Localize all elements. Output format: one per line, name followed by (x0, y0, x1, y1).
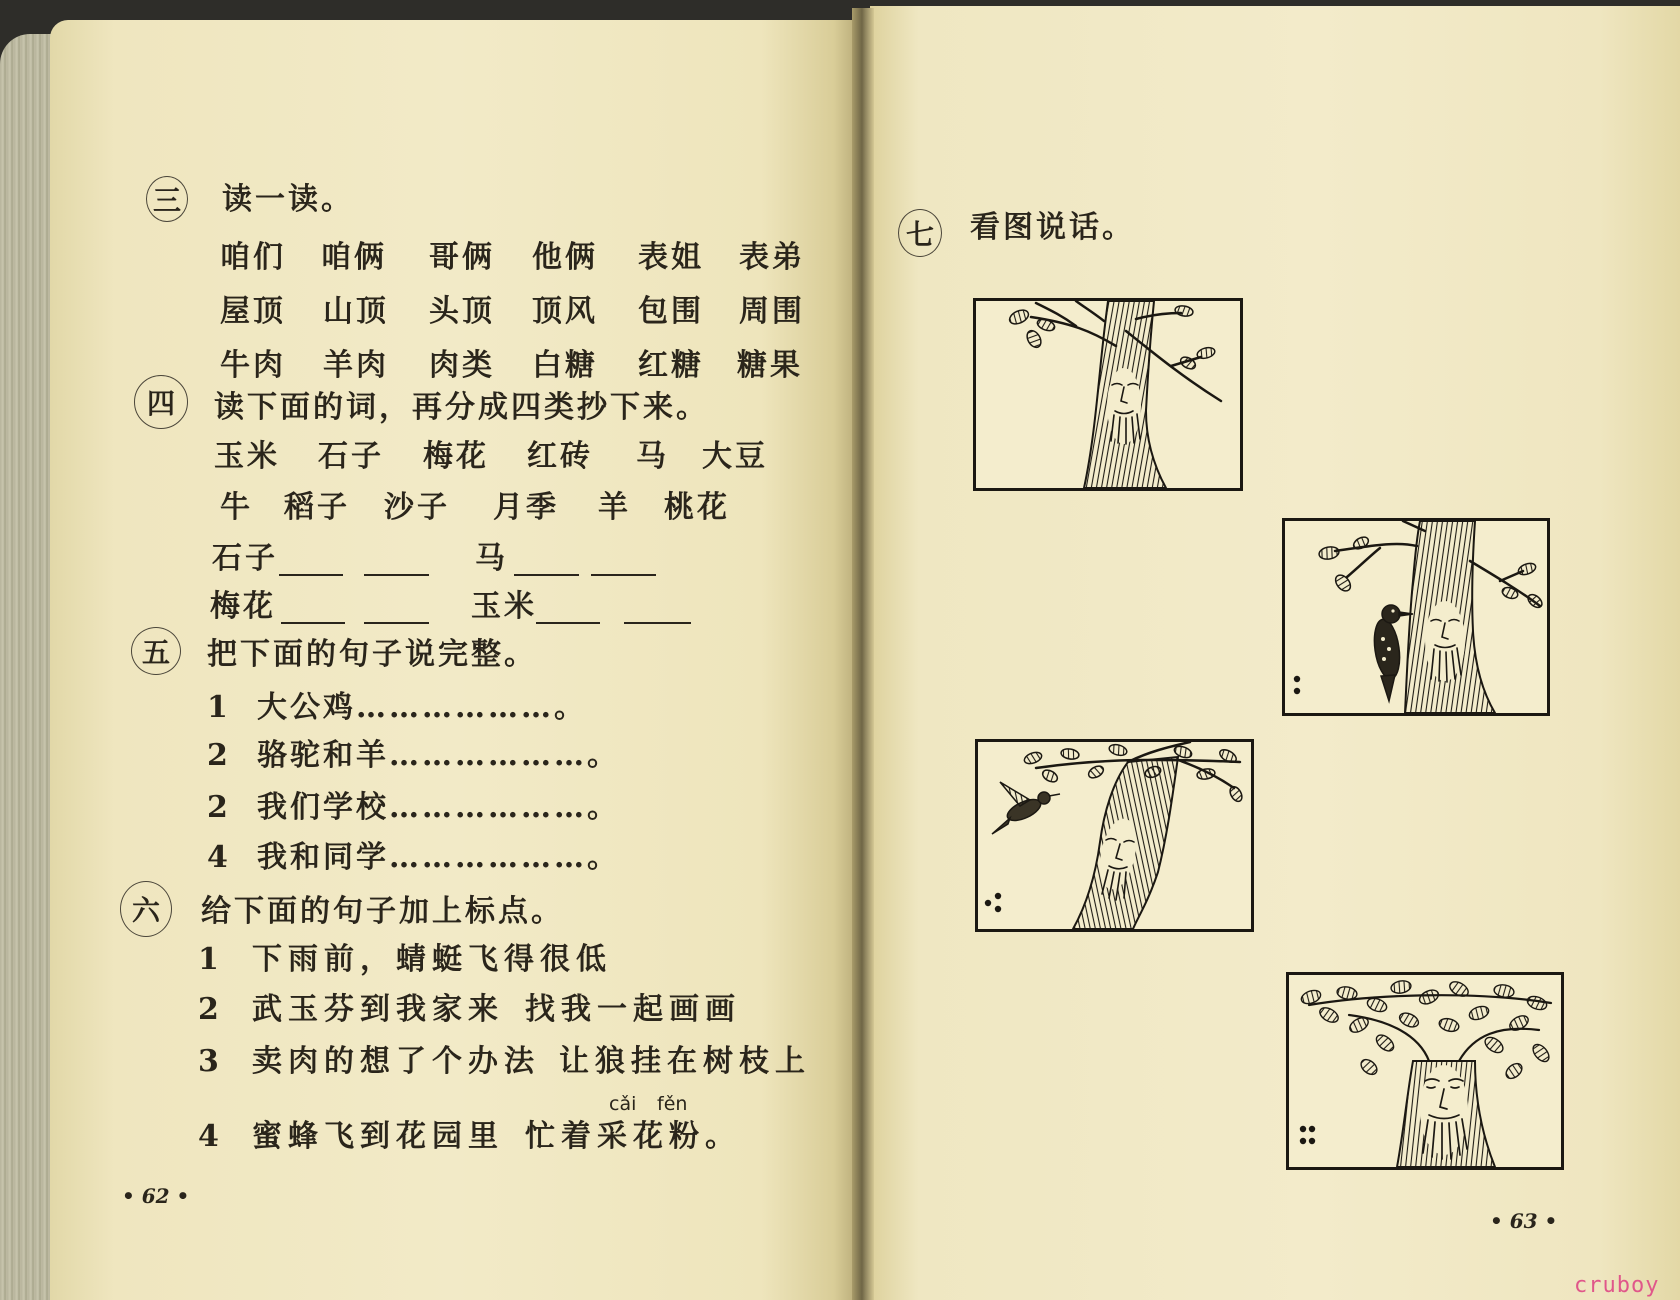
category-label: 马 (475, 541, 508, 576)
word: 月季 (493, 490, 559, 525)
word: 桃花 (664, 490, 730, 525)
sentence-part: 找我一起画画 (525, 992, 741, 1027)
word: 玉米 (214, 439, 280, 474)
picture-order-dots (1294, 676, 1300, 694)
answer-blank (536, 622, 600, 624)
word-row (0, 241, 1680, 277)
sentence-stem: 我们学校………………。 (257, 790, 620, 825)
item-number: 1 (207, 690, 231, 725)
answer-blank (514, 574, 579, 576)
sentence-part: 让狼挂在树枝上 (559, 1044, 811, 1079)
word: 山顶 (323, 294, 389, 329)
page-number-left: • 62 • (122, 1184, 189, 1208)
book-gutter (852, 8, 874, 1300)
word: 表弟 (739, 240, 805, 275)
section-number-5: 五 (131, 627, 181, 675)
item-number: 3 (198, 1044, 222, 1079)
illustration-2 (1282, 518, 1550, 716)
tree-face-drawing (976, 301, 1240, 488)
word: 顶风 (532, 294, 598, 329)
answer-blank (591, 574, 656, 576)
sentence-stem: 我和同学………………。 (257, 840, 620, 875)
word: 梅花 (423, 439, 489, 474)
word: 表姐 (638, 240, 704, 275)
answer-blank (624, 622, 691, 624)
tree-trunk (1084, 301, 1166, 488)
sentence-part: 忙着采花粉。 (525, 1119, 741, 1154)
category-label: 石子 (212, 541, 278, 576)
word: 头顶 (429, 294, 495, 329)
word: 咱俩 (321, 240, 387, 275)
tree-woodpecker-drawing (1285, 521, 1547, 713)
section-number-6: 六 (120, 881, 172, 937)
sentence-part: 下雨前，蜻蜓飞得很低 (252, 942, 612, 977)
item-number: 2 (207, 738, 231, 773)
picture-order-dots (985, 893, 1001, 912)
item-number: 4 (198, 1119, 222, 1154)
word: 羊肉 (323, 348, 389, 383)
word: 白糖 (532, 348, 598, 383)
section-number-7: 七 (898, 209, 942, 257)
picture-order-dots (1300, 1126, 1315, 1144)
answer-blank (364, 574, 429, 576)
sentence-part: 武玉芬到我家来 (252, 992, 504, 1027)
word: 稻子 (284, 490, 350, 525)
word-row (0, 295, 1680, 331)
tree-foliage-drawing (1289, 975, 1561, 1167)
word: 石子 (318, 439, 384, 474)
illustration-4 (1286, 972, 1564, 1170)
item-number: 2 (207, 790, 231, 825)
word: 红糖 (638, 348, 704, 383)
word-row (0, 349, 1680, 385)
word: 包围 (638, 294, 704, 329)
page-edges (0, 34, 56, 1300)
tree-bird-drawing (978, 742, 1251, 929)
category-label: 梅花 (210, 589, 276, 624)
word: 红砖 (527, 439, 593, 474)
page-number-right: • 63 • (1490, 1209, 1557, 1233)
sentence-stem: 骆驼和羊………………。 (257, 738, 620, 773)
section-number-3: 三 (146, 176, 188, 222)
word: 羊 (598, 490, 631, 525)
word: 沙子 (384, 490, 450, 525)
section-4-title: 读下面的词，再分成四类抄下来。 (214, 390, 709, 425)
sentence-part: 蜜蜂飞到花园里 (252, 1119, 504, 1154)
section-7-title: 看图说话。 (970, 210, 1135, 245)
section-3-title: 读一读。 (222, 182, 354, 217)
sentence-stem: 大公鸡………………。 (257, 690, 587, 725)
word-row (0, 440, 1680, 476)
word: 糖果 (737, 348, 803, 383)
category-label: 玉米 (471, 589, 537, 624)
tree-trunk (1397, 1061, 1495, 1167)
section-6-title: 给下面的句子加上标点。 (201, 894, 564, 929)
word: 周围 (739, 294, 805, 329)
flying-bird (992, 782, 1060, 834)
word: 肉类 (429, 348, 495, 383)
answer-blank (364, 622, 429, 624)
word: 屋顶 (220, 294, 286, 329)
word: 牛 (220, 490, 253, 525)
answer-blank (279, 574, 343, 576)
pinyin-annotation: cǎi (609, 1093, 637, 1115)
watermark: cruboy (1574, 1273, 1660, 1298)
pinyin-annotation: fěn (657, 1093, 688, 1115)
tree-trunk (1405, 521, 1495, 713)
illustration-1 (973, 298, 1243, 491)
answer-blank (281, 622, 345, 624)
section-number-4: 四 (134, 375, 188, 429)
item-number: 1 (198, 942, 222, 977)
word: 牛肉 (220, 348, 286, 383)
sentence-part: 卖肉的想了个办法 (252, 1044, 540, 1079)
item-number: 4 (207, 840, 231, 875)
section-5-title: 把下面的句子说完整。 (207, 637, 537, 672)
tree-trunk (1073, 757, 1178, 929)
illustration-3 (975, 739, 1254, 932)
word: 大豆 (702, 439, 768, 474)
item-number: 2 (198, 992, 222, 1027)
word: 哥俩 (429, 240, 495, 275)
word: 马 (636, 439, 669, 474)
word: 咱们 (220, 240, 286, 275)
word: 他俩 (532, 240, 598, 275)
